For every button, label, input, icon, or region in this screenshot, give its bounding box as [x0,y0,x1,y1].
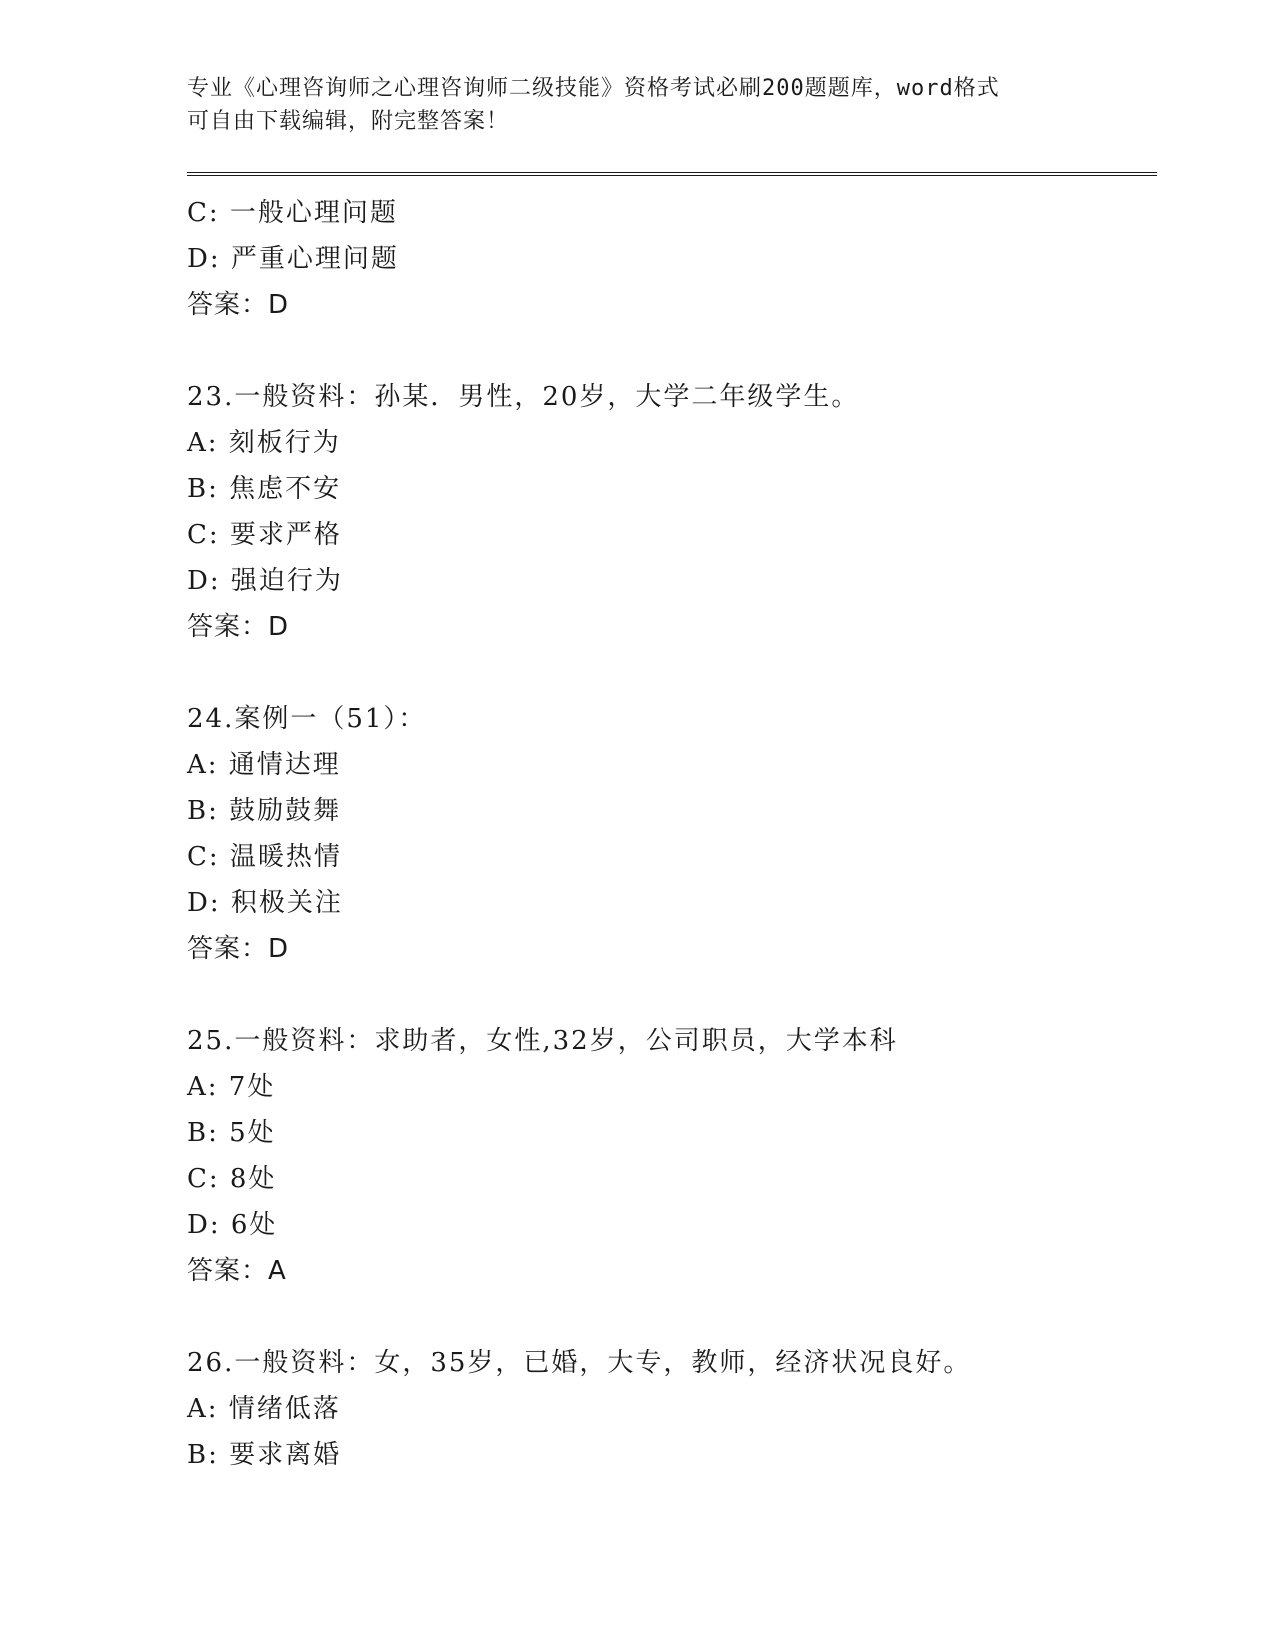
q24-answer: 答案：D [187,934,290,964]
spacer [187,1294,1157,1340]
q24-option-b: B: 鼓励鼓舞 [187,796,342,826]
question-list [187,190,1157,1478]
q25-option-b: B: 5处 [187,1118,276,1148]
q23-option-a: A: 刻板行为 [187,428,341,458]
q23-question: 23.一般资料：孙某．男性，20岁，大学二年级学生。 [187,382,860,412]
header-double-rule [187,172,1157,176]
spacer [187,972,1157,1018]
spacer [187,650,1157,696]
q23-option-b: B: 焦虑不安 [187,474,342,504]
header-title-line-1: 专业《心理咨询师之心理咨询师二级技能》资格考试必刷200题题库，word格式 [187,76,1000,101]
q24-option-c: C: 温暖热情 [187,842,342,872]
q23-answer: 答案：D [187,612,290,642]
q25-question: 25.一般资料：求助者，女性,32岁，公司职员，大学本科 [187,1026,898,1056]
spacer [187,328,1157,374]
q26-option-b: B: 要求离婚 [187,1440,342,1470]
q23-option-d: D: 强迫行为 [187,566,343,596]
header-title-line-2: 可自由下载编辑，附完整答案！ [187,109,510,134]
q24-question: 24.案例一（51）： [187,704,427,734]
q25-option-c: C: 8处 [187,1164,277,1194]
q26-option-a: A: 情绪低落 [187,1394,341,1424]
q25-option-d: D: 6处 [187,1210,278,1240]
q26-question: 26.一般资料：女，35岁，已婚，大专，教师，经济状况良好。 [187,1348,972,1378]
q24-option-d: D: 积极关注 [187,888,343,918]
q24-option-a: A: 通情达理 [187,750,341,780]
q23-option-c: C: 要求严格 [187,520,342,550]
q22-option-d: D: 严重心理问题 [187,244,399,274]
q25-answer: 答案：A [187,1256,287,1286]
q22-option-c: C: 一般心理问题 [187,198,398,228]
q25-option-a: A: 7处 [187,1072,276,1102]
document-header [187,72,1157,138]
document-page [187,70,1157,1478]
q22-answer: 答案：D [187,290,290,320]
